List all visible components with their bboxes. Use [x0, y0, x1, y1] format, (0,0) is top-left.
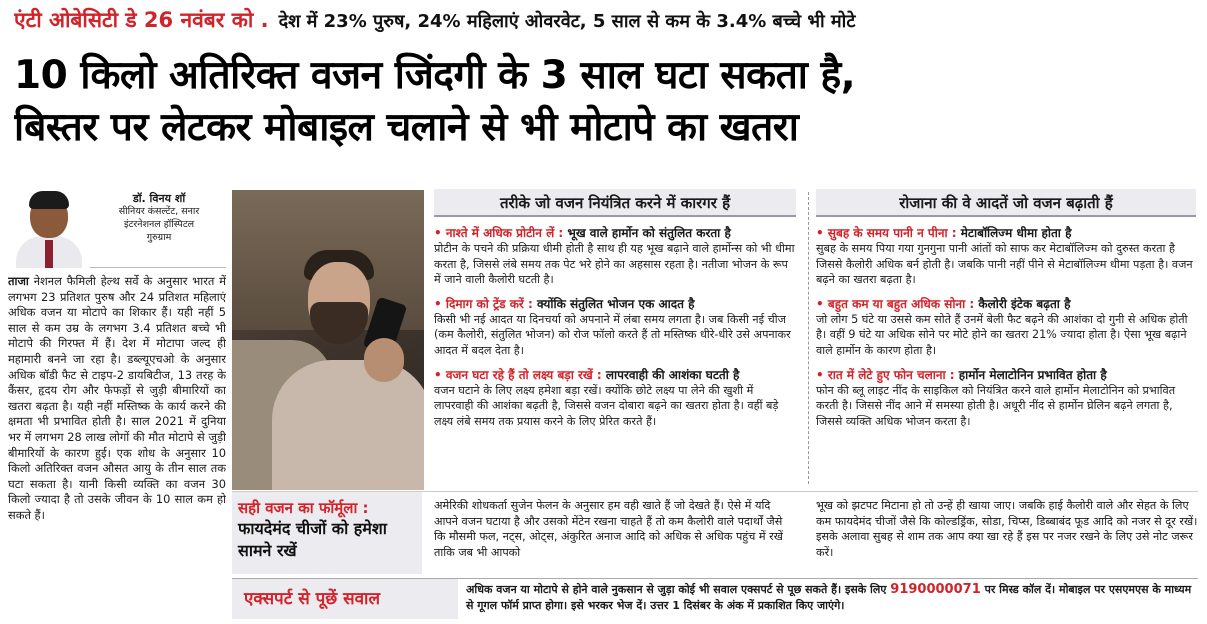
kicker-highlight: एंटी ओबेसिटी डे 26 नवंबर को . — [14, 8, 269, 32]
author-title-3: गुरुग्राम — [146, 232, 172, 243]
author-box — [8, 186, 226, 268]
expert-text-2: पर मिस्ड कॉल दें। मोबाइल पर एसएमएस के माध्यम से गूगल फॉर्म प्राप्त होगा। इसे भरकर भेज दें। उत्तर 1 दिसंबर के अंक में प्रकाशित किए जाएंगे। — [466, 583, 1192, 612]
main-photo — [232, 190, 424, 490]
column-divider — [808, 192, 809, 484]
headline — [14, 50, 1200, 154]
formula-text-1: अमेरिकी शोधकर्ता सुजेन फेलन के अनुसार हम वही खाते हैं जो देखते हैं। ऐसे में यदि आपने वजन घटाया है और उसको मेंटेन रखना चाहते हैं तो कम कैलोरी वाले पदार्थों जैसे कि मौसमी फल, नट्स, ओट्स, अंकुरित अनाज आदि को अधिक से अधिक पहुंच में रखें ताकि जब भी आपको — [434, 499, 783, 559]
item-lead: दिमाग को ट्रेंड करें : — [445, 296, 533, 311]
author-avatar — [8, 186, 90, 268]
left-body-paragraph: नेशनल फैमिली हेल्थ सर्वे के अनुसार भारत में लगभग 23 प्रतिशत पुरुष और 24 प्रतिशत महिलाएं अधिक वजन या मोटापे का शिकार हैं। यही नहीं 5 साल से कम उम्र के लगभग 3.4 प्रतिशत बच्चे भी मोटापे की गिरफ्त में हैं। देश में मोटापा जल्द ही महामारी बनने जा रहा है। डब्ल्यूएचओ के अनुसार अधिक बॉडी फैट से टाइप-2 डायबिटीज, 13 तरह के कैंसर, हृदय रोग और फेफड़ों से जुड़ी बीमारियों का खतरा बढ़ता है। यही नहीं मस्तिष्क के कार्य करने की क्षमता भी प्रभावित होती है। साल 2021 में दुनिया भर में लगभग 28 लाख लोगों की मौत मोटापे से जुड़ी बीमारियों के कारण हुई। एक शोध के अनुसार 10 किलो अतिरिक्त वजन औसत आयु के तीन साल तक घटा सकता है। यानी किसी व्यक्ति का वजन 30 किलो ज्यादा है तो उसके जीवन के 10 साल कम हो सकते हैं। — [8, 274, 226, 522]
right-column — [816, 189, 1196, 429]
expert-title: एक्सपर्ट से पूछें सवाल — [232, 579, 458, 619]
left-body-text — [8, 268, 226, 524]
item-body: किसी भी नई आदत या दिनचर्या को अपनाने में लंबा समय लगता है। जब किसी नई चीज (कम कैलोरी, संतुलित भोजन) को रोज फॉलो करते हैं तो मस्तिष्क धीरे-धीरे उसे अपनाकर आदत में बदल देता है। — [434, 312, 791, 357]
item-body: प्रोटीन के पचने की प्रक्रिया धीमी होती है साथ ही यह भूख बढ़ाने वाले हार्मोन्स को भी धीमा करता है, जिससे लंबे समय तक पेट भरे होने का अहसास रहता है। नतीजा भोजन के रूप में जाने वाली कैलोरी घटती है। — [434, 242, 795, 287]
middle-column — [434, 189, 796, 429]
item-head: हार्मोन मेलाटोनिन प्रभावित होता है — [954, 367, 1107, 382]
headline-line-2: बिस्तर पर लेटकर मोबाइल चलाने से भी मोटापे का खतरा — [14, 105, 799, 150]
expert-phone-number[interactable]: 9190000071 — [890, 582, 981, 597]
middle-item: • नाश्ते में अधिक प्रोटीन लें : भूख वाले हार्मोन को संतुलित करता है प्रोटीन के पचने की प्रक्रिया धीमी होती है साथ ही यह भूख बढ़ाने वाले हार्मोन्स को भी धीमा करता है, जिससे लंबे समय तक पेट भरे होने का अहसास रहता है। नतीजा भोजन के रूप में जाने वाली कैलोरी घटती है। — [434, 226, 795, 287]
author-title-1: सीनियर कंसल्टेंट, सनार — [118, 206, 200, 217]
item-body: वजन घटाने के लिए लक्ष्य हमेशा बड़ा रखें। क्योंकि छोटे लक्ष्य पा लेने की खुशी में लापरवाही की आशंका बढ़ती है, जिससे वजन दोबारा बढ़ने का खतरा होता है। वहीं बड़े लक्ष्य लंबे समय तक प्रयास करने के लिए प्रेरित करते हैं। — [434, 383, 779, 428]
kicker — [14, 6, 1200, 46]
formula-section — [232, 491, 1198, 573]
item-head: क्योंकि संतुलित भोजन एक आदत है — [532, 296, 695, 311]
left-body-lead: ताजा — [8, 274, 29, 288]
expert-text — [466, 582, 1198, 614]
author-info — [90, 186, 226, 267]
expert-text-1: अधिक वजन या मोटापे से होने वाले नुकसान से जुड़ा कोई भी सवाल एक्सपर्ट से पूछ सकते हैं। इसके लिए — [466, 583, 891, 596]
item-head: भूख वाले हार्मोन को संतुलित करता है — [563, 226, 731, 240]
middle-item: • वजन घटा रहे हैं तो लक्ष्य बड़ा रखें : लापरवाही की आशंका घटती है वजन घटाने के लिए लक्ष्य हमेशा बड़ा रखें। क्योंकि छोटे लक्ष्य पा लेने की खुशी में लापरवाही की आशंका बढ़ती है, जिससे वजन दोबारा बढ़ने का खतरा होता है। वहीं बड़े लक्ष्य लंबे समय तक प्रयास करने के लिए प्रेरित करते हैं। — [434, 367, 796, 430]
item-lead: नाश्ते में अधिक प्रोटीन लें : — [445, 226, 564, 240]
author-name: डॉ. विनय शॉ — [132, 192, 186, 205]
formula-text-2: भूख को झटपट मिटाना हो तो उन्हें ही खाया जाए। जबकि हाई कैलोरी वाले और सेहत के लिए कम फायदेमंद चीजों जैसे कि कोल्डड्रिंक, सोडा, चिप्स, डिब्बाबंद फूड आदि को नजर से दूर रखें। इसके अलावा सुबह से शाम तक आप क्या खा रहे हैं इस पर नजर रखने के लिए उसे नोट जरूर करें। — [816, 499, 1198, 559]
right-section-title: रोजाना की वे आदतें जो वजन बढ़ाती हैं — [816, 189, 1196, 217]
headline-line-1: 10 किलो अतिरिक्त वजन जिंदगी के 3 साल घटा सकता है, — [14, 53, 856, 98]
item-head: मेटाबॉलिज्म धीमा होता है — [956, 226, 1072, 240]
item-body: सुबह के समय पिया गया गुनगुना पानी आंतों को साफ कर मेटाबॉलिज्म को दुरुस्त करता है जिससे कैलोरी अधिक बर्न होती है। जबकि पानी नहीं पीने से मेटाबॉलिज्म धीमा पड़ता है। वजन बढ़ने का खतरा बढ़ता है। — [816, 242, 1193, 287]
item-body: जो लोग 5 घंटे या उससे कम सोते हैं उनमें बेली फैट बढ़ने की आशंका दो गुनी से अधिक होती है। वहीं 9 घंटे या अधिक सोने पर मोटे होने का खतरा 21% ज्यादा होता है। ऐसा भूख बढ़ाने वाले हार्मोन के कारण होता है। — [816, 312, 1188, 357]
item-lead: सुबह के समय पानी न पीना : — [827, 226, 957, 240]
right-item: • बहुत कम या बहुत अधिक सोना : कैलोरी इंटेक बढ़ता है जो लोग 5 घंटे या उससे कम सोते हैं उनमें बेली फैट बढ़ने की आशंका दो गुनी से अधिक होती है। वहीं 9 घंटे या अधिक सोने पर मोटे होने का खतरा 21% ज्यादा होता है। ऐसा भूख बढ़ाने वाले हार्मोन के कारण होता है। — [816, 296, 1196, 359]
item-head: लापरवाही की आशंका घटती है — [601, 367, 740, 382]
formula-title: सही वजन का फॉर्मूला : — [238, 499, 369, 517]
formula-title-box — [232, 492, 422, 574]
right-item: • सुबह के समय पानी न पीना : मेटाबॉलिज्म धीमा होता है सुबह के समय पिया गया गुनगुना पानी आंतों को साफ कर मेटाबॉलिज्म को दुरुस्त करता है जिससे कैलोरी अधिक बर्न होती है। जबकि पानी नहीं पीने से मेटाबॉलिज्म धीमा पड़ता है। वजन बढ़ने का खतरा बढ़ता है। — [816, 225, 1196, 288]
middle-item: • दिमाग को ट्रेंड करें : क्योंकि संतुलित भोजन एक आदत है किसी भी नई आदत या दिनचर्या को अपनाने में लंबा समय लगता है। जब किसी नई चीज (कम कैलोरी, संतुलित भोजन) को रोज फॉलो करते हैं तो मस्तिष्क धीरे-धीरे उसे अपनाकर आदत में बदल देता है। — [434, 296, 796, 359]
right-item: • रात में लेटे हुए फोन चलाना : हार्मोन मेलाटोनिन प्रभावित होता है फोन की ब्लू लाइट नींद के साइकिल को नियंत्रित करने वाले हार्मोन मेलाटोनिन को प्रभावित करती है। जिससे नींद आने में समस्या होती है। अधूरी नींद से हार्मोन घ्रेलिन बढ़ने लगता है, जिससे व्यक्ति अधिक भोजन करता है। — [816, 367, 1196, 430]
item-lead: वजन घटा रहे हैं तो लक्ष्य बड़ा रखें : — [445, 367, 602, 382]
author-title-2: इंटरनेशनल हॉस्पिटल — [123, 219, 195, 230]
left-column — [8, 186, 226, 616]
item-lead: रात में लेटे हुए फोन चलाना : — [827, 367, 955, 382]
item-head: कैलोरी इंटेक बढ़ता है — [974, 296, 1071, 311]
expert-section — [232, 578, 1198, 618]
formula-subtitle: फायदेमंद चीजों को हमेशा सामने रखें — [238, 519, 387, 560]
item-lead: बहुत कम या बहुत अधिक सोना : — [827, 296, 975, 311]
middle-section-title: तरीके जो वजन नियंत्रित करने में कारगर हैं — [434, 189, 796, 217]
kicker-text: देश में 23% पुरुष, 24% महिलाएं ओवरवेट, 5 साल से कम के 3.4% बच्चे भी मोटे — [278, 11, 856, 32]
item-body: फोन की ब्लू लाइट नींद के साइकिल को नियंत्रित करने वाले हार्मोन मेलाटोनिन को प्रभावित करती है। जिससे नींद आने में समस्या होती है। अधूरी नींद से हार्मोन घ्रेलिन बढ़ने लगता है, जिससे व्यक्ति अधिक भोजन करता है। — [816, 383, 1176, 428]
